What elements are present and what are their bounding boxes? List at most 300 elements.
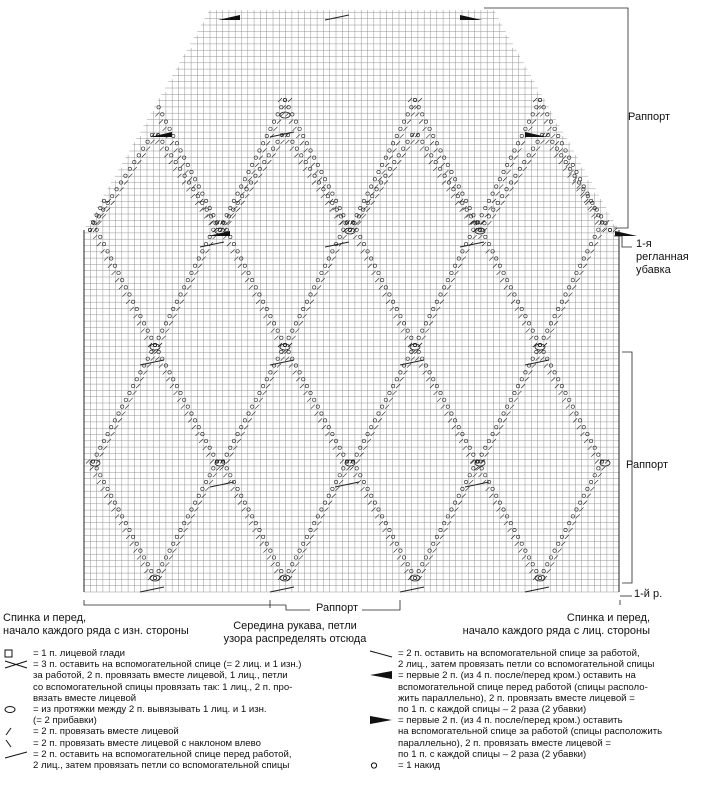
top-l-dec-mark	[160, 147, 164, 151]
diamond-ur-yo-mark	[193, 419, 196, 422]
diamond-ur-yo-mark	[312, 398, 315, 401]
diamond-r-yo-mark	[461, 250, 464, 253]
diamond-ul-dec-mark	[389, 156, 393, 160]
cable-mark	[400, 360, 424, 365]
diamond-ul-yo-mark	[247, 412, 250, 415]
diamond-ul-yo-mark	[261, 384, 264, 387]
diamond-r-dec-mark	[317, 285, 321, 289]
diamond-ur-dec-mark	[551, 134, 555, 138]
diamond-r-dec-mark	[454, 507, 458, 511]
top-l-yo-mark	[335, 208, 338, 211]
diamond-ur-dec-mark	[210, 221, 214, 225]
diamond-ul-yo-mark	[243, 419, 246, 422]
diamond-ur-yo-mark	[453, 178, 456, 181]
top-r-dec-mark	[263, 167, 267, 171]
top-l-yo-mark	[161, 140, 164, 143]
diamond-ur-yo-mark	[450, 412, 453, 415]
diamond-r-dec-mark	[554, 555, 558, 559]
cable-mark	[325, 15, 349, 20]
diamond-ul-dec-mark	[514, 156, 518, 160]
top-r-dec-mark	[276, 147, 280, 151]
diamond-r-yo-mark	[212, 467, 215, 470]
diamond-ul-dec-mark	[396, 384, 400, 388]
diamond-ul-dec-mark	[374, 425, 378, 429]
top-r-dec-mark	[102, 214, 106, 218]
diamond-ur-dec-mark	[533, 98, 537, 102]
top-r-dec-mark	[487, 221, 491, 225]
diamond-l-dec-mark	[252, 528, 256, 532]
diamond-r-dec-mark	[194, 507, 198, 511]
diamond-ur-dec-mark	[304, 148, 308, 152]
diamond-r-dec-mark	[332, 257, 336, 261]
diamond-r-yo-mark	[417, 336, 420, 339]
diamond-r-dec-mark	[162, 569, 166, 573]
diamond-l-dec-mark	[249, 285, 253, 289]
diamond-ul-dec-mark	[356, 221, 360, 225]
diamond-r-yo-mark	[597, 467, 600, 470]
diamond-ur-dec-mark	[184, 412, 188, 416]
diamond-l-yo-mark	[355, 467, 358, 470]
diamond-ur-dec-mark	[595, 221, 599, 225]
diamond-ur-yo-mark	[450, 170, 453, 173]
diamond-r-yo-mark	[186, 278, 189, 281]
diamond-ur-dec-mark	[452, 425, 456, 429]
diamond-l-yo-mark	[124, 521, 127, 524]
diamond-ul-dec-mark	[273, 127, 277, 131]
long-slash-icon	[3, 749, 33, 760]
rapport-label-top: Раппорт	[628, 111, 671, 123]
top-r-dec-mark	[366, 208, 370, 212]
diamond-ur-dec-mark	[181, 405, 185, 409]
top-r-yo-mark	[393, 160, 396, 163]
diamond-l-dec-mark	[271, 562, 275, 566]
diamond-r-yo-mark	[190, 508, 193, 511]
diamond-ul-dec-mark	[259, 156, 263, 160]
diamond-r-yo-mark	[331, 250, 334, 253]
diamond-ur-dec-mark	[555, 384, 559, 388]
diamond-l-dec-mark	[353, 473, 357, 477]
diamond-r-yo-mark	[571, 278, 574, 281]
diamond-r-yo-mark	[557, 542, 560, 545]
diamond-l-dec-mark	[101, 249, 105, 253]
top-l-yo-mark	[564, 160, 567, 163]
diamond-r-dec-mark	[429, 321, 433, 325]
oval-icon	[3, 704, 33, 715]
diamond-ur-yo-mark	[179, 391, 182, 394]
diamond-r-dec-mark	[184, 528, 188, 532]
diamond-l-dec-mark	[504, 521, 508, 525]
diamond-r-yo-mark	[338, 235, 341, 238]
top-r-dec-mark	[406, 147, 410, 151]
diamond-ur-dec-mark	[423, 127, 427, 131]
diamond-ur-dec-mark	[437, 156, 441, 160]
diamond-ur-dec-mark	[444, 412, 448, 416]
diamond-r-dec-mark	[598, 473, 602, 477]
first-row-label: 1-й р.	[634, 588, 663, 600]
diamond-ur-dec-mark	[184, 170, 188, 174]
top-l-yo-mark	[170, 154, 173, 157]
top-r-dec-mark	[411, 140, 415, 144]
diamond-l-yo-mark	[117, 271, 120, 274]
diamond-l-yo-mark	[495, 257, 498, 260]
diamond-ul-dec-mark	[528, 127, 532, 131]
top-l-dec-mark	[285, 140, 289, 144]
diamond-l-dec-mark	[141, 562, 145, 566]
diamond-r-dec-mark	[321, 278, 325, 282]
cable-mark	[465, 482, 489, 487]
top-r-yo-mark	[397, 154, 400, 157]
diamond-ul-yo-mark	[269, 127, 272, 130]
diamond-ur-yo-mark	[457, 426, 460, 429]
top-r-dec-mark	[510, 187, 514, 191]
diamond-ur-dec-mark	[314, 412, 318, 416]
top-r-yo-mark	[483, 222, 486, 225]
diamond-l-dec-mark	[223, 473, 227, 477]
diamond-l-dec-mark	[112, 271, 116, 275]
cross-icon	[3, 659, 33, 670]
diamond-ul-dec-mark	[288, 98, 292, 102]
top-r-dec-mark	[236, 208, 240, 212]
diamond-ul-yo-mark	[513, 391, 516, 394]
diamond-l-dec-mark	[386, 300, 390, 304]
top-r-yo-mark	[232, 208, 235, 211]
diamond-r-dec-mark	[587, 257, 591, 261]
diamond-l-yo-mark	[135, 542, 138, 545]
diamond-r-dec-mark	[205, 487, 209, 491]
diamond-r-yo-mark	[287, 336, 290, 339]
top-r-dec-mark	[133, 167, 137, 171]
diamond-l-yo-mark	[406, 563, 409, 566]
diamond-ur-dec-mark	[580, 432, 584, 436]
diamond-r-yo-mark	[557, 307, 560, 310]
diamond-ur-yo-mark	[453, 419, 456, 422]
diamond-ul-dec-mark	[103, 446, 107, 450]
diamond-ul-yo-mark	[513, 149, 516, 152]
wedge-right-icon	[368, 715, 398, 726]
diamond-l-yo-mark	[280, 569, 283, 572]
top-r-dec-mark	[505, 194, 509, 198]
top-l-dec-mark	[339, 221, 343, 225]
diamond-r-yo-mark	[597, 228, 600, 231]
diamond-r-dec-mark	[332, 494, 336, 498]
diamond-ul-yo-mark	[243, 178, 246, 181]
top-l-yo-mark	[465, 208, 468, 211]
diamond-ur-dec-mark	[559, 391, 563, 395]
diamond-r-dec-mark	[550, 329, 554, 333]
diamond-l-yo-mark	[247, 271, 250, 274]
diamond-r-dec-mark	[554, 321, 558, 325]
diamond-r-yo-mark	[182, 521, 185, 524]
diamond-ul-yo-mark	[377, 412, 380, 415]
diamond-l-dec-mark	[119, 285, 123, 289]
diamond-ur-yo-mark	[175, 142, 178, 145]
diamond-ur-yo-mark	[413, 98, 416, 101]
grid	[84, 10, 620, 592]
diamond-ur-yo-mark	[461, 192, 464, 195]
diamond-r-dec-mark	[422, 569, 426, 573]
diamond-ur-dec-mark	[577, 425, 581, 429]
diamond-l-dec-mark	[390, 307, 394, 311]
diamond-r-dec-mark	[180, 300, 184, 304]
diamond-ur-yo-mark	[439, 391, 442, 394]
diamond-l-dec-mark	[144, 569, 148, 573]
diamond-ul-dec-mark	[262, 391, 266, 395]
diamond-ul-dec-mark	[385, 405, 389, 409]
diamond-ur-yo-mark	[457, 185, 460, 188]
top-l-yo-mark	[573, 174, 576, 177]
diamond-r-dec-mark	[216, 466, 220, 470]
diamond-l-dec-mark	[350, 466, 354, 470]
diamond-l-dec-mark	[375, 278, 379, 282]
diamond-ur-dec-mark	[573, 177, 577, 181]
top-r-dec-mark	[146, 147, 150, 151]
top-r-yo-mark	[531, 147, 534, 150]
diamond-ur-yo-mark	[582, 426, 585, 429]
diamond-l-dec-mark	[130, 307, 134, 311]
diamond-l-yo-mark	[240, 257, 243, 260]
top-r-yo-mark	[514, 174, 517, 177]
diamond-ur-dec-mark	[304, 391, 308, 395]
diamond-l-yo-mark	[377, 271, 380, 274]
diamond-ur-dec-mark	[314, 170, 318, 174]
diamond-ur-dec-mark	[441, 405, 445, 409]
diamond-l-yo-mark	[236, 487, 239, 490]
diamond-r-dec-mark	[561, 307, 565, 311]
diamond-r-yo-mark	[457, 494, 460, 497]
diamond-l-dec-mark	[137, 321, 141, 325]
top-r-yo-mark	[505, 188, 508, 191]
legend-item	[368, 715, 706, 760]
diamond-r-yo-mark	[461, 487, 464, 490]
diamond-ur-yo-mark	[557, 378, 560, 381]
cable-mark	[140, 360, 164, 365]
diamond-r-yo-mark	[327, 257, 330, 260]
top-r-yo-mark	[141, 147, 144, 150]
legend-right	[368, 648, 706, 771]
diamond-ur-yo-mark	[157, 106, 160, 109]
diamond-ul-dec-mark	[400, 134, 404, 138]
diamond-ul-dec-mark	[392, 148, 396, 152]
diamond-ur-dec-mark	[463, 446, 467, 450]
diamond-l-dec-mark	[256, 300, 260, 304]
diamond-ur-yo-mark	[168, 371, 171, 374]
diamond-ul-yo-mark	[388, 391, 391, 394]
diamond-ul-yo-mark	[362, 199, 365, 202]
diamond-r-dec-mark	[317, 521, 321, 525]
diamond-ul-yo-mark	[113, 419, 116, 422]
diamond-ul-dec-mark	[507, 170, 511, 174]
top-l-yo-mark	[443, 174, 446, 177]
diamond-l-dec-mark	[86, 460, 90, 464]
diamond-l-dec-mark	[133, 549, 137, 553]
diamond-l-yo-mark	[146, 329, 149, 332]
diamond-r-dec-mark	[292, 336, 296, 340]
top-l-yo-mark	[205, 208, 208, 211]
diamond-l-yo-mark	[377, 508, 380, 511]
diamond-ur-yo-mark	[439, 149, 442, 152]
diamond-l-yo-mark	[124, 286, 127, 289]
diamond-l-dec-mark	[141, 329, 145, 333]
diamond-l-yo-mark	[391, 535, 394, 538]
diamond-ur-yo-mark	[586, 432, 589, 435]
diamond-l-yo-mark	[491, 487, 494, 490]
diamond-r-yo-mark	[168, 549, 171, 552]
diamond-l-dec-mark	[500, 278, 504, 282]
diamond-r-dec-mark	[429, 555, 433, 559]
raglan-wedge-mark	[208, 231, 230, 236]
diamond-ul-dec-mark	[255, 405, 259, 409]
diamond-ul-dec-mark	[356, 460, 360, 464]
diamond-r-yo-mark	[446, 278, 449, 281]
diamond-ul-dec-mark	[111, 432, 115, 436]
top-r-dec-mark	[106, 208, 110, 212]
top-l-dec-mark	[563, 167, 567, 171]
diamond-ur-dec-mark	[311, 405, 315, 409]
diamond-r-dec-mark	[465, 249, 469, 253]
diamond-ur-dec-mark	[177, 398, 181, 402]
diamond-ur-dec-mark	[548, 370, 552, 374]
diamond-r-dec-mark	[343, 235, 347, 239]
diamond-ur-yo-mark	[294, 120, 297, 123]
diamond-l-dec-mark	[522, 321, 526, 325]
diamond-l-yo-mark	[135, 307, 138, 310]
diamond-r-dec-mark	[590, 487, 594, 491]
top-l-yo-mark	[313, 174, 316, 177]
diamond-ur-yo-mark	[204, 199, 207, 202]
diamond-r-dec-mark	[194, 271, 198, 275]
diamond-ur-dec-mark	[559, 148, 563, 152]
diamond-r-dec-mark	[462, 494, 466, 498]
diamond-r-dec-mark	[598, 235, 602, 239]
diamond-r-dec-mark	[444, 528, 448, 532]
diamond-r-dec-mark	[187, 521, 191, 525]
diamond-ur-yo-mark	[553, 127, 556, 130]
top-l-dec-mark	[545, 140, 549, 144]
center-caption: Середина рукава, петли узора распределять отсюда	[223, 620, 367, 645]
diamond-l-yo-mark	[99, 235, 102, 238]
top-l-yo-mark	[174, 160, 177, 163]
cable-mark	[525, 360, 549, 365]
diamond-l-dec-mark	[404, 569, 408, 573]
diamond-l-yo-mark	[380, 278, 383, 281]
diamond-ur-dec-mark	[289, 120, 293, 124]
diamond-l-dec-mark	[478, 473, 482, 477]
diamond-l-dec-mark	[245, 278, 249, 282]
diamond-l-dec-mark	[220, 466, 224, 470]
top-r-yo-mark	[106, 201, 109, 204]
diamond-ur-yo-mark	[327, 426, 330, 429]
diamond-r-yo-mark	[294, 556, 297, 559]
diamond-ur-yo-mark	[323, 178, 326, 181]
diamond-l-dec-mark	[274, 569, 278, 573]
diamond-ur-dec-mark	[174, 391, 178, 395]
bottom-left-line	[84, 600, 286, 605]
diamond-l-yo-mark	[484, 235, 487, 238]
diamond-r-yo-mark	[421, 563, 424, 566]
diamond-l-yo-mark	[391, 300, 394, 303]
diamond-r-dec-mark	[561, 542, 565, 546]
diamond-l-dec-mark	[401, 329, 405, 333]
diamond-ur-yo-mark	[432, 378, 435, 381]
diamond-ur-yo-mark	[309, 149, 312, 152]
diamond-ul-dec-mark	[273, 370, 277, 374]
diamond-r-yo-mark	[593, 474, 596, 477]
legend-item	[3, 659, 353, 704]
cable-mark	[270, 587, 294, 592]
diamond-l-yo-mark	[395, 542, 398, 545]
top-l-dec-mark	[209, 221, 213, 225]
diamond-r-yo-mark	[182, 286, 185, 289]
legend-item	[368, 648, 706, 670]
diamond-ul-dec-mark	[418, 98, 422, 102]
right-caption: Спинка и перед, начало каждого ряда с лиц. стороны	[462, 612, 650, 637]
diamond-l-yo-mark	[370, 257, 373, 260]
increase-oval-mark	[150, 575, 160, 581]
diamond-r-dec-mark	[587, 494, 591, 498]
diamond-l-dec-mark	[515, 542, 519, 546]
top-l-yo-mark	[551, 140, 554, 143]
diamond-l-yo-mark	[410, 336, 413, 339]
diamond-l-yo-mark	[484, 474, 487, 477]
legend-item	[3, 726, 353, 737]
diamond-ul-yo-mark	[484, 206, 487, 209]
diamond-ur-dec-mark	[203, 446, 207, 450]
cable-mark	[525, 587, 549, 592]
diamond-ur-yo-mark	[338, 446, 341, 449]
diamond-l-dec-mark	[390, 542, 394, 546]
diamond-ur-dec-mark	[588, 446, 592, 450]
diamond-l-yo-mark	[495, 494, 498, 497]
diamond-ul-yo-mark	[391, 142, 394, 145]
top-r-yo-mark	[406, 140, 409, 143]
diamond-l-yo-mark	[359, 235, 362, 238]
diamond-ur-yo-mark	[190, 412, 193, 415]
diamond-ul-yo-mark	[269, 371, 272, 374]
legend-item	[3, 738, 353, 749]
diamond-ul-dec-mark	[514, 398, 518, 402]
diamond-l-dec-mark	[522, 555, 526, 559]
diamond-l-dec-mark	[242, 507, 246, 511]
diamond-r-yo-mark	[157, 336, 160, 339]
diamond-ul-yo-mark	[124, 398, 127, 401]
top-r-yo-mark	[267, 154, 270, 157]
diamond-l-yo-mark	[276, 563, 279, 566]
diamond-ul-yo-mark	[236, 432, 239, 435]
diamond-ur-dec-mark	[544, 364, 548, 368]
top-l-dec-mark	[415, 140, 419, 144]
diamond-ur-yo-mark	[305, 142, 308, 145]
diamond-ur-dec-mark	[419, 364, 423, 368]
diamond-r-dec-mark	[310, 300, 314, 304]
diamond-ul-yo-mark	[395, 134, 398, 137]
diamond-r-yo-mark	[582, 494, 585, 497]
top-l-dec-mark	[433, 167, 437, 171]
diamond-ur-yo-mark	[461, 432, 464, 435]
legend-text: = 2 п. оставить на вспомогательной спице перед работой, 2 лиц., затем провязать петли со вспомогательной спицы	[33, 748, 292, 772]
diamond-ur-yo-mark	[182, 156, 185, 159]
diamond-r-yo-mark	[305, 535, 308, 538]
diamond-r-dec-mark	[558, 549, 562, 553]
diamond-l-yo-mark	[106, 487, 109, 490]
diamond-r-dec-mark	[295, 329, 299, 333]
diamond-l-yo-mark	[502, 508, 505, 511]
diamond-r-yo-mark	[546, 563, 549, 566]
top-l-dec-mark	[186, 187, 190, 191]
diamond-l-dec-mark	[115, 278, 119, 282]
diamond-ul-yo-mark	[240, 185, 243, 188]
diamond-ul-yo-mark	[384, 156, 387, 159]
top-l-dec-mark	[424, 153, 428, 157]
